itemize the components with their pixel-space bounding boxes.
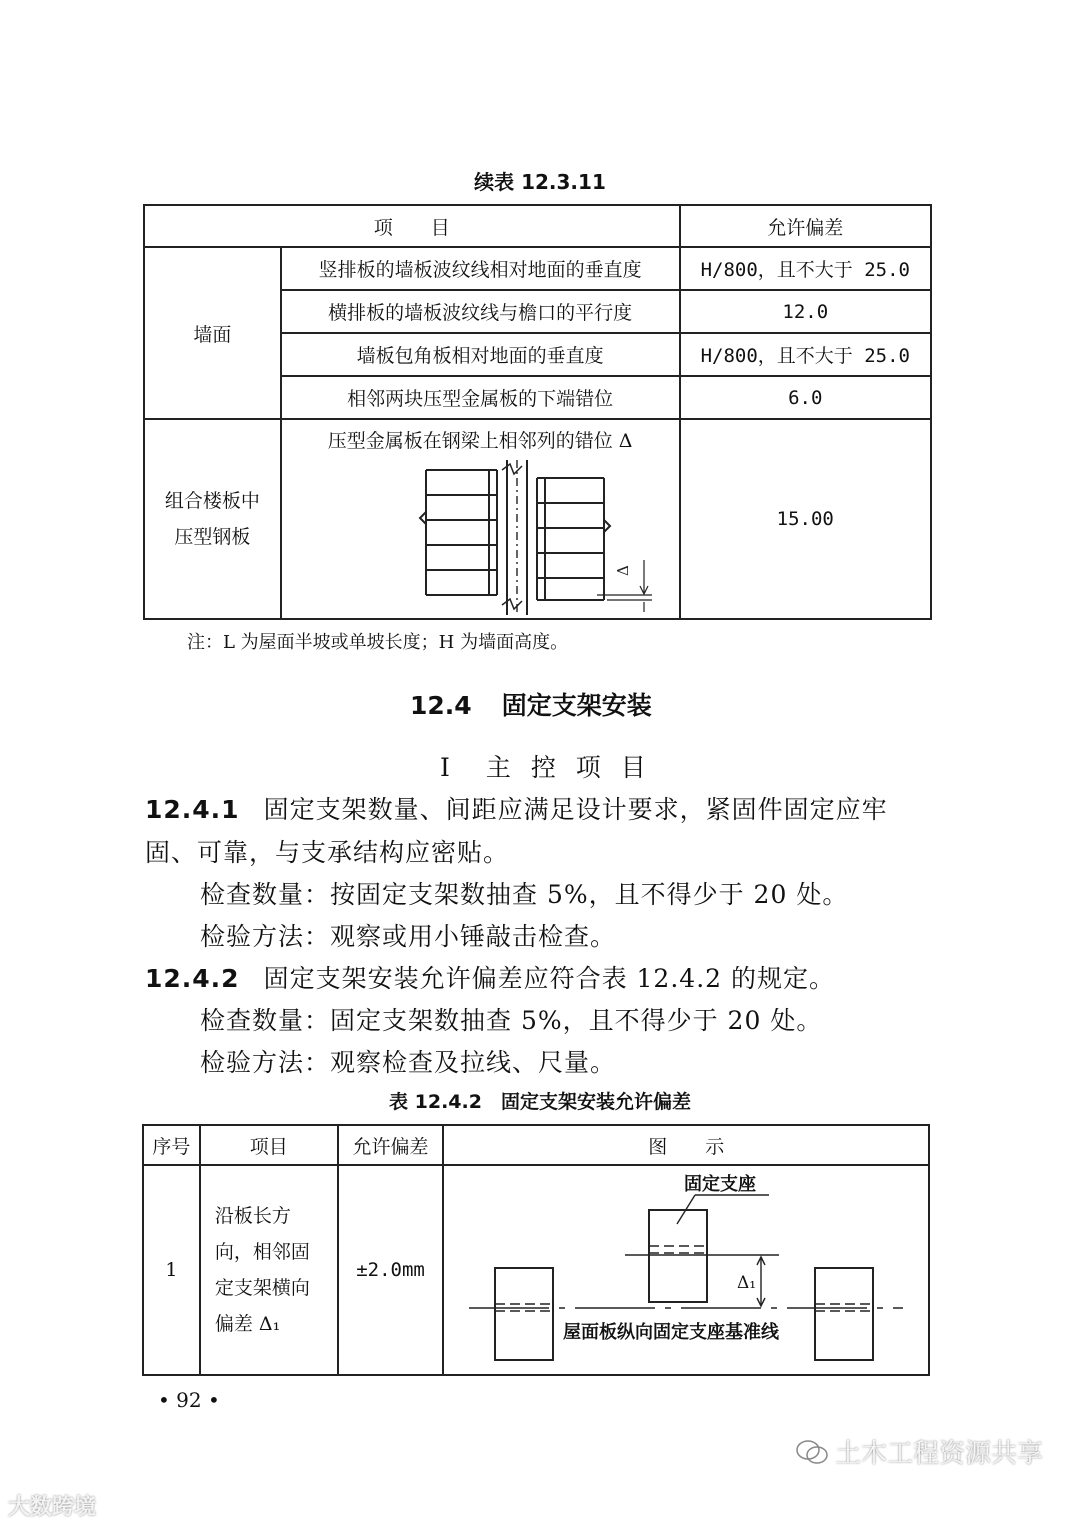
delta1-symbol: Δ₁	[737, 1273, 757, 1293]
fixed-support-figure	[447, 1168, 927, 1373]
watermark-text: 土木工程资源共享	[835, 1439, 1044, 1469]
clause-number: 12.4.2	[145, 964, 240, 993]
item-line: 定支架横向	[214, 1277, 310, 1299]
wechat-icon	[795, 1438, 829, 1466]
subsection-heading	[440, 748, 652, 784]
section-title: 固定支架安装	[501, 691, 652, 720]
page-number: • 92 •	[158, 1388, 220, 1412]
watermark-left: 大数跨境	[8, 1495, 97, 1520]
row-item: 压型金属板在钢梁上相邻列的错位 Δ	[327, 430, 633, 452]
header-tolerance: 允许偏差	[338, 1125, 444, 1165]
row-item	[200, 1165, 338, 1375]
check-quantity: 检查数量：按固定支架数抽查 5%，且不得少于 20 处。	[200, 880, 849, 909]
clause-number: 12.4.1	[145, 795, 240, 824]
section-number: 12.4	[410, 691, 472, 720]
check-quantity: 检查数量：固定支架数抽查 5%，且不得少于 20 处。	[200, 1006, 823, 1035]
deck-offset-figure	[412, 460, 662, 615]
clause-text: 固定支架安装允许偏差应符合表 12.4.2 的规定。	[263, 964, 835, 993]
row-tolerance: H/800，且不大于 25.0	[680, 247, 931, 290]
clause-12-4-1	[145, 790, 888, 826]
figure-cell	[443, 1165, 929, 1375]
row-item: 墙板包角板相对地面的垂直度	[281, 333, 680, 376]
group-wall: 墙面	[144, 247, 281, 419]
row-tolerance: ±2.0mm	[338, 1165, 444, 1375]
header-figure: 图 示	[443, 1125, 929, 1165]
row-item: 竖排板的墙板波纹线相对地面的垂直度	[281, 247, 680, 290]
header-no: 序号	[143, 1125, 200, 1165]
table-note: 注：L 为屋面半坡或单坡长度；H 为墙面高度。	[187, 632, 569, 653]
check-method: 检验方法：观察检查及拉线、尺量。	[200, 1048, 617, 1077]
item-line: 沿板长方	[214, 1205, 291, 1227]
subsection-title: 主 控 项 目	[485, 753, 652, 782]
bracket-tolerance-table	[142, 1124, 930, 1376]
delta-symbol: Δ	[613, 565, 632, 576]
group-label-line: 压型钢板	[174, 526, 251, 548]
clause-text: 固定支架数量、间距应满足设计要求，紧固件固定应牢	[263, 795, 888, 824]
row-tolerance: H/800，且不大于 25.0	[680, 333, 931, 376]
row-tolerance: 12.0	[680, 290, 931, 333]
header-tolerance: 允许偏差	[680, 205, 931, 247]
table-caption: 表 12.4.2 固定支架安装允许偏差	[389, 1091, 691, 1113]
row-tolerance: 15.00	[680, 419, 931, 619]
section-heading	[410, 686, 652, 722]
composite-item-cell	[281, 419, 680, 619]
row-no: 1	[143, 1165, 200, 1375]
row-item: 横排板的墙板波纹线与檐口的平行度	[281, 290, 680, 333]
check-method: 检验方法：观察或用小锤敲击检查。	[200, 922, 617, 951]
clause-12-4-2	[145, 959, 835, 995]
group-composite-floor	[144, 419, 281, 619]
row-item: 相邻两块压型金属板的下端错位	[281, 376, 680, 419]
table-caption: 续表 12.3.11	[474, 170, 606, 194]
header-item: 项 目	[144, 205, 680, 247]
subsection-numeral: Ⅰ	[440, 753, 450, 782]
header-item: 项目	[200, 1125, 338, 1165]
item-line: 向，相邻固	[214, 1241, 310, 1263]
fixed-support-label: 固定支座	[684, 1174, 757, 1195]
baseline-label: 屋面板纵向固定支座基准线	[563, 1322, 780, 1343]
item-line: 偏差 Δ₁	[214, 1313, 281, 1335]
row-tolerance: 6.0	[680, 376, 931, 419]
tolerance-table-continued	[143, 204, 932, 620]
watermark-right	[795, 1433, 1043, 1470]
clause-text-continued: 固、可靠，与支承结构应密贴。	[145, 838, 510, 867]
group-label-line: 组合楼板中	[164, 490, 260, 512]
